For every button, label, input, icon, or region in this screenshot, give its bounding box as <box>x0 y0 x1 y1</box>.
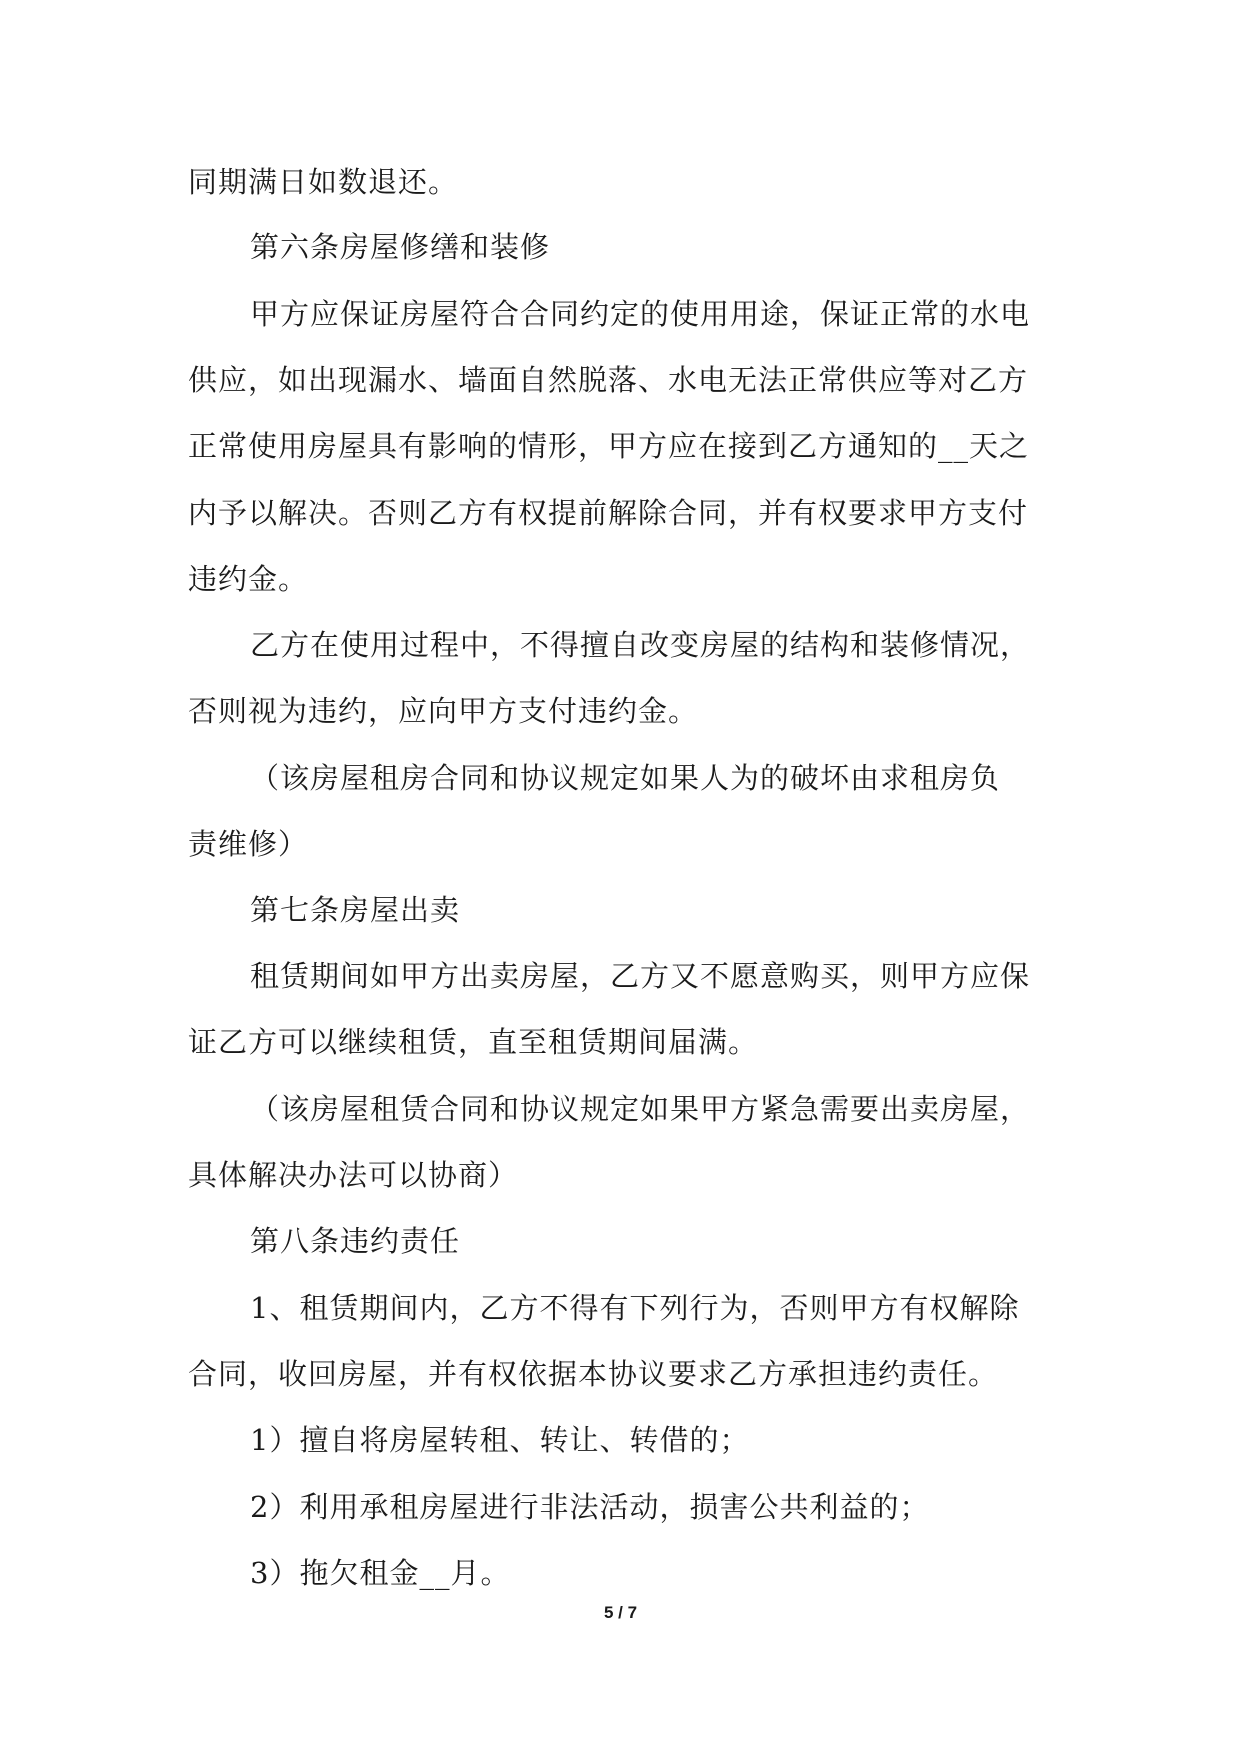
list-item: 1）擅自将房屋转租、转让、转借的； <box>250 1423 750 1457</box>
text-line: 具体解决办法可以协商） <box>188 1158 519 1192</box>
text-line: 租赁期间如甲方出卖房屋，乙方又不愿意购买，则甲方应保 <box>250 959 1031 993</box>
text-line: 甲方应保证房屋符合合同约定的使用用途，保证正常的水电 <box>250 297 1031 331</box>
text-line: 合同，收回房屋，并有权依据本协议要求乙方承担违约责任。 <box>188 1357 999 1391</box>
text-line: 1、租赁期间内，乙方不得有下列行为，否则甲方有权解除 <box>250 1291 1020 1325</box>
text-line: 正常使用房屋具有影响的情形，甲方应在接到乙方通知的__天之 <box>188 429 1030 463</box>
page-number: 5 / 7 <box>603 1603 638 1622</box>
text-line: 乙方在使用过程中，不得擅自改变房屋的结构和装修情况， <box>250 628 1031 662</box>
text-line: 否则视为违约，应向甲方支付违约金。 <box>188 694 699 728</box>
text-line: 内予以解决。否则乙方有权提前解除合同，并有权要求甲方支付 <box>188 496 1029 530</box>
text-line: 同期满日如数退还。 <box>188 165 459 199</box>
text-line: 违约金。 <box>188 562 309 596</box>
text-line: （该房屋租赁合同和协议规定如果甲方紧急需要出卖房屋， <box>250 1092 1031 1126</box>
text-line: （该房屋租房合同和协议规定如果人为的破坏由求租房负 <box>250 761 1001 795</box>
text-line: 责维修） <box>188 827 309 861</box>
text-line: 证乙方可以继续租赁，直至租赁期间届满。 <box>188 1025 759 1059</box>
text-line: 供应，如出现漏水、墙面自然脱落、水电无法正常供应等对乙方 <box>188 363 1029 397</box>
list-item: 2）利用承租房屋进行非法活动，损害公共利益的； <box>250 1490 930 1524</box>
section-heading: 第八条违约责任 <box>250 1224 461 1258</box>
list-item: 3）拖欠租金__月。 <box>250 1556 511 1590</box>
section-heading: 第七条房屋出卖 <box>250 893 461 927</box>
section-heading: 第六条房屋修缮和装修 <box>250 230 551 264</box>
